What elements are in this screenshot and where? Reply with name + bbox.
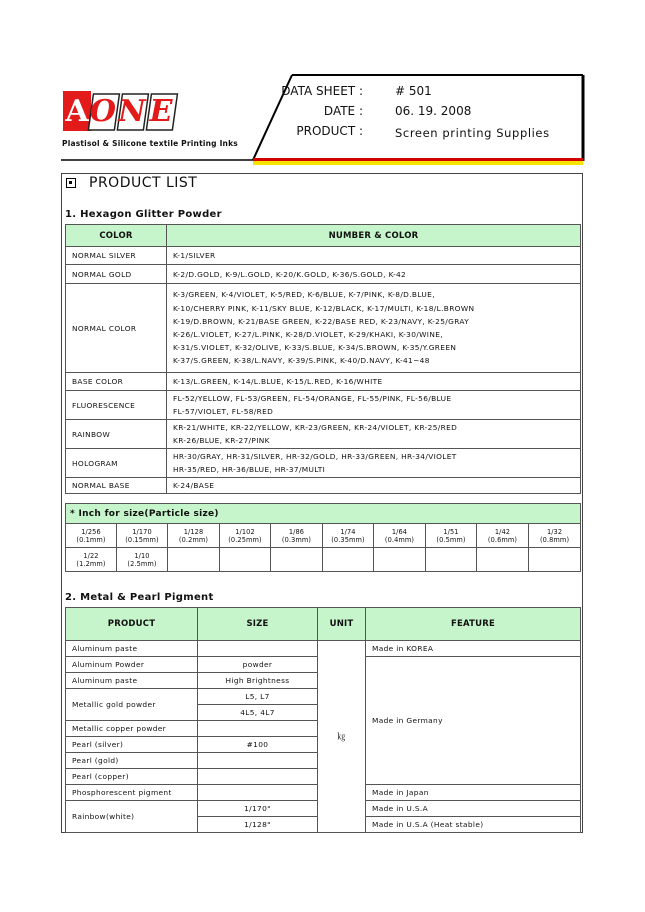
- inch-cell: [66, 524, 117, 548]
- inch-cell-empty: [426, 548, 477, 572]
- inch-cell-empty: [323, 548, 374, 572]
- date-row: [253, 104, 583, 124]
- feature-cell: Made in Japan: [366, 785, 581, 801]
- inch-cell: [426, 524, 477, 548]
- table-row: [66, 641, 581, 657]
- data-sheet-row: [253, 84, 583, 104]
- value-cell: K-2/D.GOLD, K-9/L.GOLD, K-20/K.GOLD, K-36/S.GOLD, K-42: [167, 265, 581, 284]
- inch-cell: [529, 524, 581, 548]
- feature-cell: Made in U.S.A (Heat stable): [366, 817, 581, 833]
- inch-cell: [117, 548, 168, 572]
- inch-fraction: 1/86: [288, 527, 305, 536]
- inch-mm: (0.25mm): [228, 535, 262, 544]
- inch-cell-empty: [374, 548, 426, 572]
- product-cell: Metallic copper powder: [66, 721, 198, 737]
- size-cell: [198, 641, 318, 657]
- size-cell: 4L5, 4L7: [198, 705, 318, 721]
- inch-row-2: [66, 548, 581, 572]
- inch-mm: (0.8mm): [539, 535, 570, 544]
- inch-mm: (0.35mm): [331, 535, 365, 544]
- inch-mm: (0.4mm): [384, 535, 415, 544]
- color-cell: NORMAL SILVER: [66, 247, 167, 265]
- unit-header: UNIT: [318, 608, 366, 641]
- inch-mm: (0.3mm): [281, 535, 312, 544]
- size-cell: [198, 769, 318, 785]
- table-row: [66, 420, 581, 449]
- inch-cell: [271, 524, 323, 548]
- date-value: 06. 19. 2008: [395, 104, 472, 118]
- color-cell: HOLOGRAM: [66, 449, 167, 478]
- inch-cell: [477, 524, 529, 548]
- size-cell: [198, 753, 318, 769]
- value-cell: K-13/L.GREEN, K-14/L.BLUE, K-15/L.RED, K-16/WHITE: [167, 373, 581, 391]
- size-cell: [198, 721, 318, 737]
- logo-letter-o: O: [89, 94, 117, 129]
- square-bullet-inner: [69, 181, 72, 184]
- product-cell: Aluminum paste: [66, 673, 198, 689]
- product-cell: Rainbow(white): [66, 801, 198, 833]
- unit-cell: ㎏: [318, 641, 366, 833]
- value-cell: KR-21/WHITE, KR-22/YELLOW, KR-23/GREEN, KR-24/VIOLET, KR-25/RED KR-26/BLUE, KR-27/PINK: [167, 420, 581, 449]
- product-cell: Phosphorescent pigment: [66, 785, 198, 801]
- value-cell: K-24/BASE: [167, 478, 581, 494]
- size-cell: 1/128": [198, 817, 318, 833]
- inch-title-row: [66, 504, 581, 524]
- inch-mm: (0.1mm): [76, 535, 106, 544]
- product-row: [253, 124, 583, 144]
- inch-cell: [117, 524, 168, 548]
- header-info: [253, 75, 583, 161]
- size-cell: 1/170": [198, 801, 318, 817]
- product-value: Screen printing Supplies: [395, 126, 550, 140]
- inch-mm: (1.2mm): [76, 559, 106, 568]
- product-cell: Aluminum paste: [66, 641, 198, 657]
- table-row: [66, 373, 581, 391]
- color-cell: BASE COLOR: [66, 373, 167, 391]
- product-cell: Pearl (copper): [66, 769, 198, 785]
- inch-fraction: 1/32: [546, 527, 563, 536]
- inch-cell: [323, 524, 374, 548]
- glitter-header-row: [66, 225, 581, 247]
- logo-letter-a: A: [65, 94, 89, 129]
- table-row: [66, 449, 581, 478]
- value-cell: HR-30/GRAY, HR-31/SILVER, HR-32/GOLD, HR-33/GREEN, HR-34/VIOLET HR-35/RED, HR-36/BLUE, HR-37/MULTI: [167, 449, 581, 478]
- data-sheet-label: DATA SHEET :: [281, 84, 363, 98]
- product-label: PRODUCT :: [296, 124, 363, 138]
- size-cell: [198, 785, 318, 801]
- table-row: [66, 247, 581, 265]
- product-cell: Pearl (gold): [66, 753, 198, 769]
- inch-mm: (0.6mm): [487, 535, 518, 544]
- feature-header: FEATURE: [366, 608, 581, 641]
- section1-title: 1. Hexagon Glitter Powder: [65, 209, 222, 220]
- inch-fraction: 1/51: [443, 527, 459, 536]
- feature-cell: Made in KOREA: [366, 641, 581, 657]
- inch-fraction: 1/42: [494, 527, 511, 536]
- inch-cell: [374, 524, 426, 548]
- size-header: SIZE: [198, 608, 318, 641]
- inch-fraction: 1/74: [340, 527, 356, 536]
- color-cell: FLUORESCENCE: [66, 391, 167, 420]
- value-cell: K-3/GREEN, K-4/VIOLET, K-5/RED, K-6/BLUE, K-7/PINK, K-8/D.BLUE, K-10/CHERRY PINK, K-11/SKY BLUE, K-12/BLACK, K-17/MULTI, K-18/L.BROWN K-19/D.BROWN, K-21/BASE GREEN, K-22/BASE RED, K-23/NAVY, K-25/GRAY K-26/L.VIOLET, K-27/L.PINK, K-28/D.VIOLET, K-29/KHAKI, K-30/WINE, K-31/S.VIOLET, K-32/OLIVE, K-33/S.BLUE, K-34/S.BROWN, K-35/Y.GREEN K-37/S.GREEN, K-38/L.NAVY, K-39/S.PINK, K-40/D.NAVY, K-41~48: [167, 284, 581, 373]
- inch-row-1: [66, 524, 581, 548]
- square-bullet-icon: [66, 178, 76, 188]
- feature-cell: Made in U.S.A: [366, 801, 581, 817]
- inch-mm: (2.5mm): [127, 559, 157, 568]
- inch-cell-empty: [220, 548, 271, 572]
- inch-fraction: 1/10: [134, 551, 150, 560]
- glitter-table: [65, 224, 581, 494]
- inch-mm: (0.15mm): [125, 535, 159, 544]
- inch-cell-empty: [529, 548, 581, 572]
- date-label: DATE :: [323, 104, 363, 118]
- pigment-table: [65, 607, 581, 833]
- color-cell: NORMAL BASE: [66, 478, 167, 494]
- inch-title: * Inch for size(Particle size): [66, 504, 581, 524]
- logo-letter-e: E: [149, 94, 173, 129]
- product-cell: Metallic gold powder: [66, 689, 198, 721]
- feature-cell: Made in Germany: [366, 657, 581, 785]
- number-color-header: NUMBER & COLOR: [167, 225, 581, 247]
- product-cell: Pearl (silver): [66, 737, 198, 753]
- logo-letter-n: N: [118, 94, 146, 129]
- table-row: [66, 478, 581, 494]
- inch-cell: [220, 524, 271, 548]
- inch-fraction: 1/170: [132, 527, 152, 536]
- header-yellow-band: [253, 161, 583, 165]
- table-row: [66, 391, 581, 420]
- size-cell: powder: [198, 657, 318, 673]
- inch-mm: (0.5mm): [436, 535, 466, 544]
- inch-cell-empty: [168, 548, 220, 572]
- inch-mm: (0.2mm): [178, 535, 209, 544]
- value-cell: K-1/SILVER: [167, 247, 581, 265]
- inch-cell: [168, 524, 220, 548]
- inch-fraction: 1/256: [81, 527, 101, 536]
- logo-tagline: Plastisol & Silicone textile Printing Inks: [62, 139, 238, 148]
- inch-fraction: 1/128: [183, 527, 204, 536]
- inch-cell-empty: [477, 548, 529, 572]
- table-row: [66, 265, 581, 284]
- table-row: [66, 284, 581, 373]
- size-cell: #100: [198, 737, 318, 753]
- inch-fraction: 1/22: [83, 551, 99, 560]
- value-cell: FL-52/YELLOW, FL-53/GREEN, FL-54/ORANGE, FL-55/PINK, FL-56/BLUE FL-57/VIOLET, FL-58/RED: [167, 391, 581, 420]
- product-list-title: PRODUCT LIST: [89, 175, 198, 191]
- color-cell: RAINBOW: [66, 420, 167, 449]
- section2-title: 2. Metal & Pearl Pigment: [65, 592, 214, 603]
- color-cell: NORMAL GOLD: [66, 265, 167, 284]
- pigment-header-row: [66, 608, 581, 641]
- size-cell: L5, L7: [198, 689, 318, 705]
- size-cell: High Brightness: [198, 673, 318, 689]
- color-header: COLOR: [66, 225, 167, 247]
- inch-size-table: [65, 503, 581, 572]
- inch-cell: [66, 548, 117, 572]
- inch-fraction: 1/64: [391, 527, 408, 536]
- inch-cell-empty: [271, 548, 323, 572]
- inch-fraction: 1/102: [235, 527, 255, 536]
- data-sheet-value: # 501: [395, 84, 432, 98]
- color-cell: NORMAL COLOR: [66, 284, 167, 373]
- product-header: PRODUCT: [66, 608, 198, 641]
- product-cell: Aluminum Powder: [66, 657, 198, 673]
